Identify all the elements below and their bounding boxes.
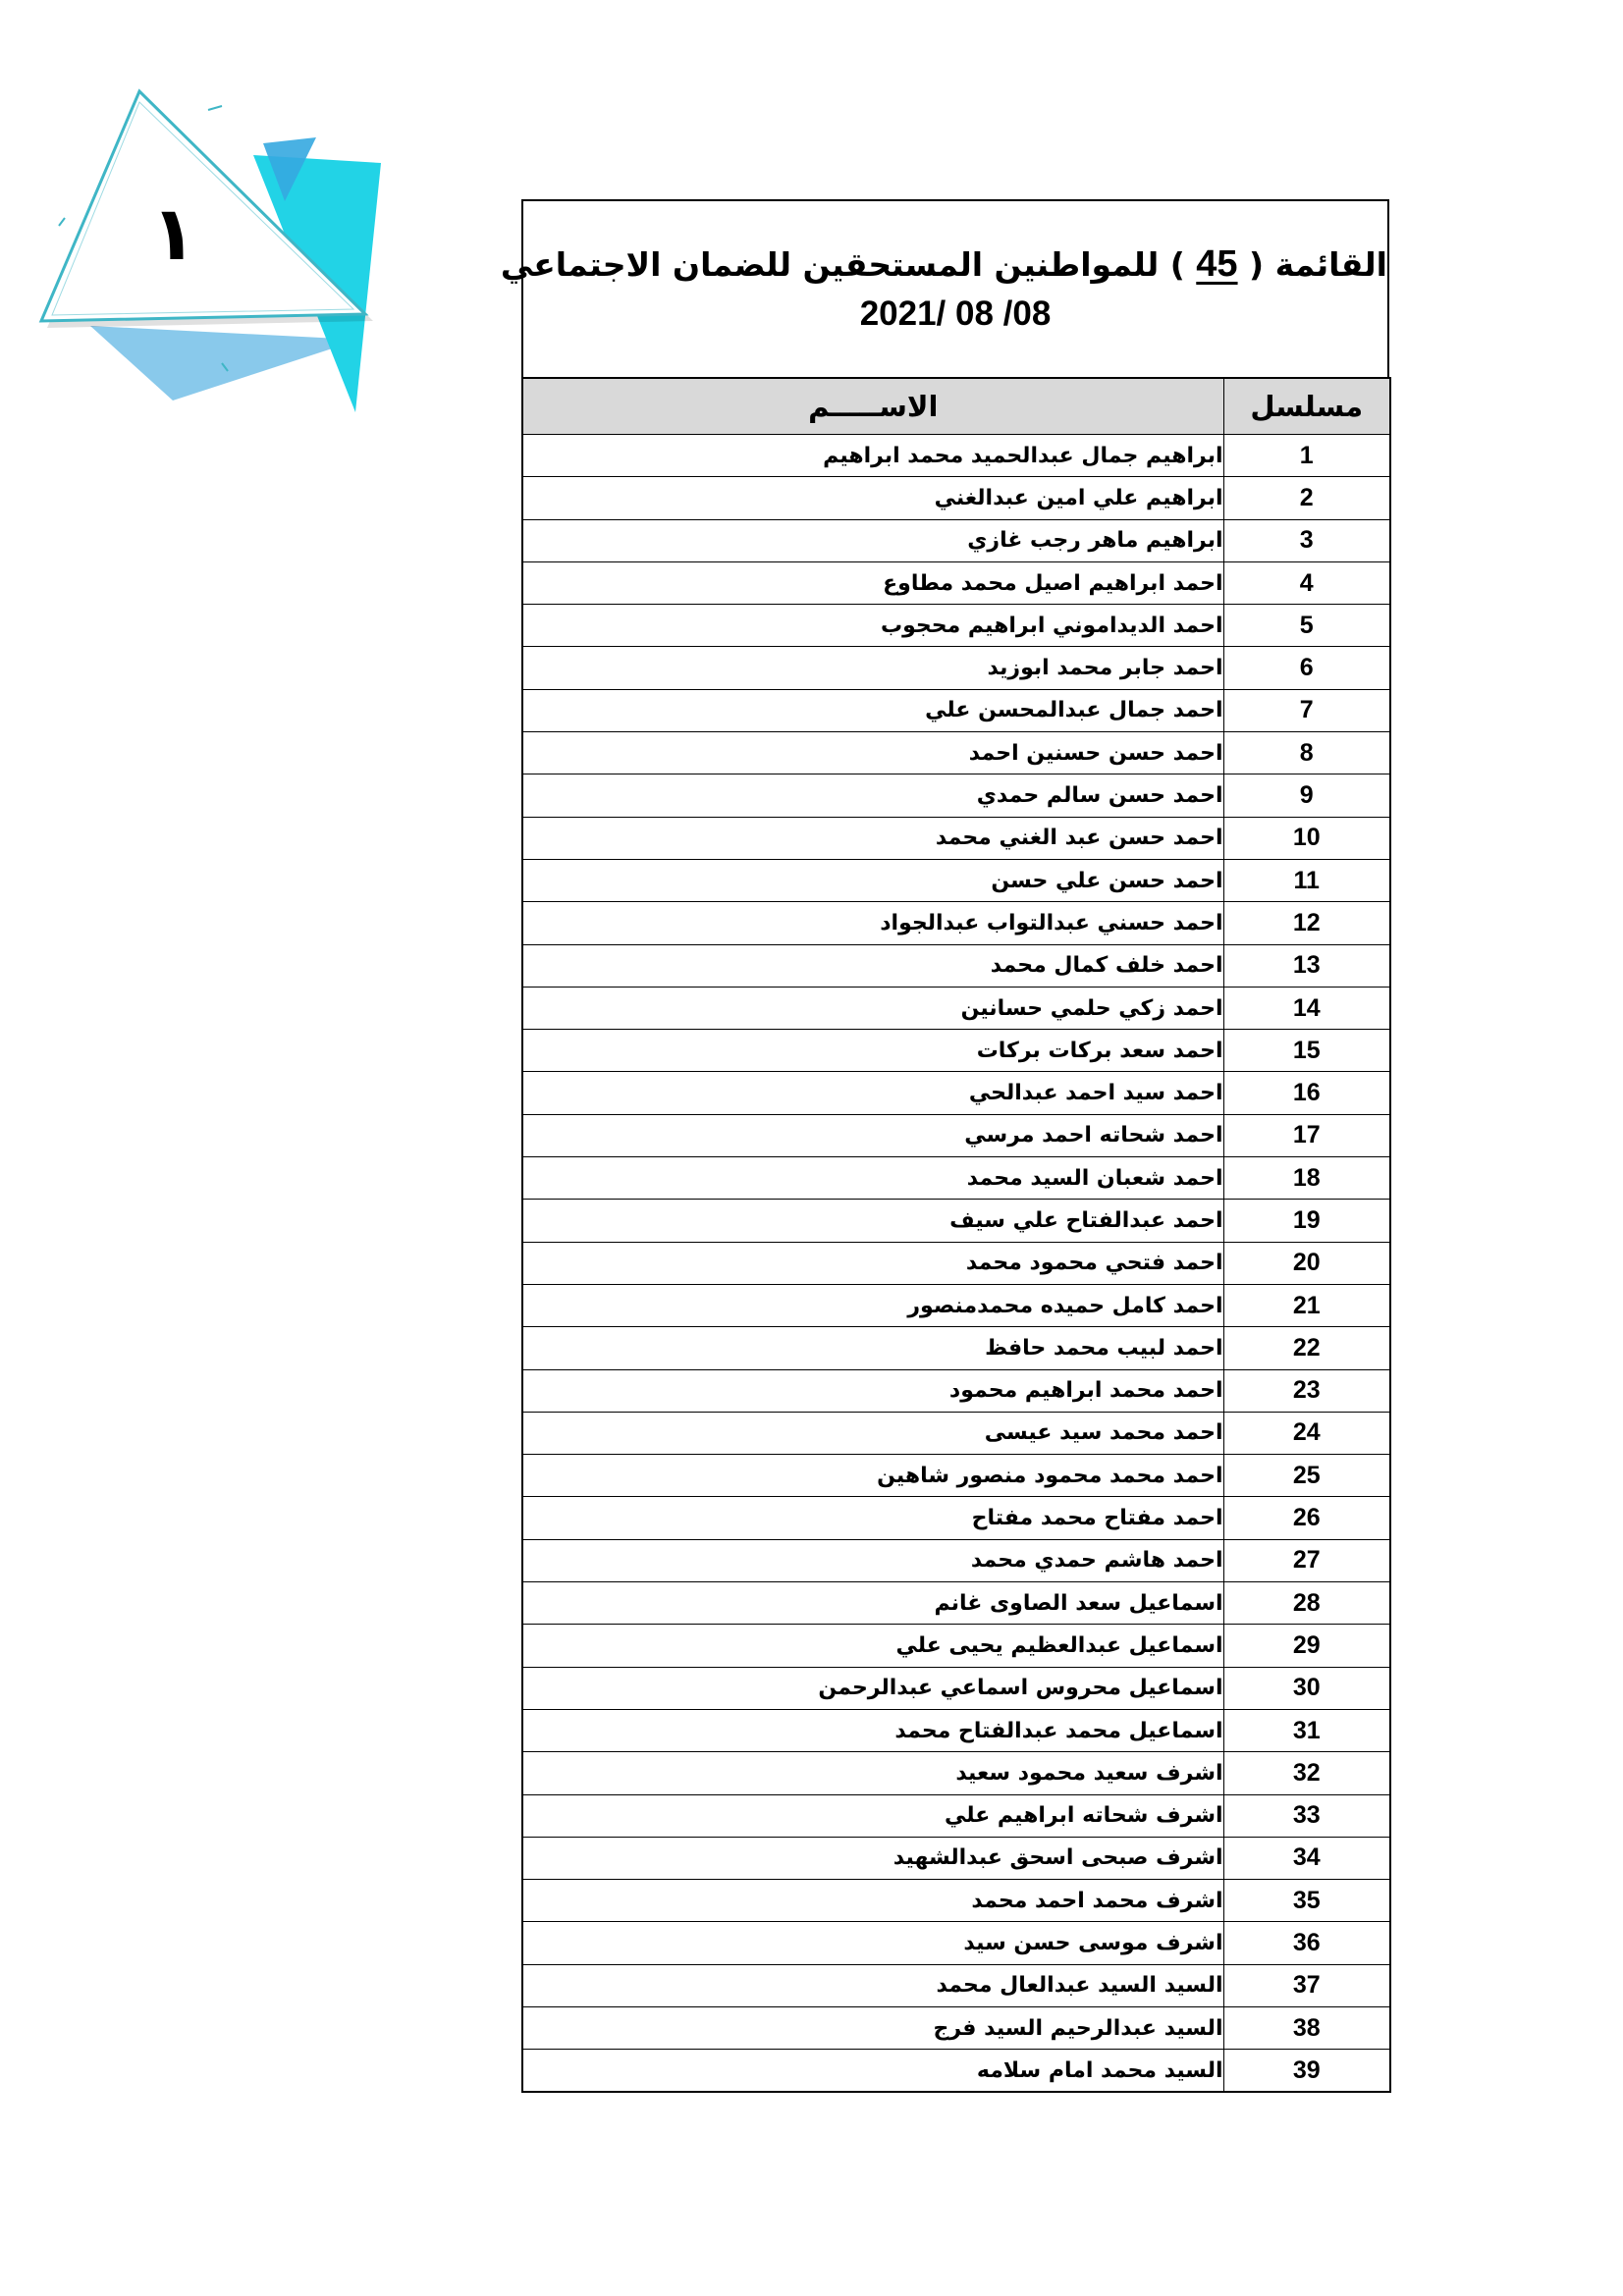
title-box [500,199,1389,377]
table-row [522,519,1390,561]
table-row [522,1880,1390,1922]
name-cell: احمد شعبان السيد محمد [522,1157,1223,1200]
name-cell: احمد فتحي محمود محمد [522,1242,1223,1284]
table-row [522,774,1390,817]
table-row [522,1412,1390,1454]
name-cell: احمد جابر محمد ابوزيد [522,647,1223,689]
table-row [522,477,1390,519]
serial-cell: 16 [1223,1072,1390,1114]
header-row [522,378,1390,435]
table-row [522,1327,1390,1369]
table-row [522,689,1390,731]
serial-cell: 20 [1223,1242,1390,1284]
name-cell: احمد هاشم حمدي محمد [522,1539,1223,1581]
serial-cell: 25 [1223,1455,1390,1497]
serial-cell: 31 [1223,1709,1390,1751]
name-cell: احمد حسن عبد الغني محمد [522,817,1223,859]
page-marker: ١ [150,189,197,277]
serial-cell: 37 [1223,1964,1390,2006]
serial-cell: 19 [1223,1200,1390,1242]
serial-cell: 1 [1223,435,1390,477]
table-row [522,1539,1390,1581]
table-row [522,732,1390,774]
name-cell: احمد حسن علي حسن [522,859,1223,901]
serial-cell: 17 [1223,1114,1390,1156]
name-cell: السيد عبدالرحيم السيد فرج [522,2006,1223,2049]
table-row [522,1582,1390,1625]
serial-cell: 10 [1223,817,1390,859]
name-cell: ابراهيم علي امين عبدالغني [522,477,1223,519]
serial-cell: 21 [1223,1284,1390,1326]
serial-cell: 6 [1223,647,1390,689]
serial-cell: 38 [1223,2006,1390,2049]
table-row [522,1455,1390,1497]
serial-cell: 27 [1223,1539,1390,1581]
serial-cell: 33 [1223,1794,1390,1837]
name-cell: احمد حسني عبدالتواب عبدالجواد [522,902,1223,944]
table-row [522,1114,1390,1156]
serial-cell: 12 [1223,902,1390,944]
name-cell: السيد السيد عبدالعال محمد [522,1964,1223,2006]
serial-cell: 26 [1223,1497,1390,1539]
name-cell: احمد عبدالفتاح علي سيف [522,1200,1223,1242]
serial-cell: 5 [1223,605,1390,647]
table-row [522,1837,1390,1879]
serial-cell: 7 [1223,689,1390,731]
name-cell: ابراهيم جمال عبدالحميد محمد ابراهيم [522,435,1223,477]
table-row [522,1369,1390,1412]
name-cell: اسماعيل محمد عبدالفتاح محمد [522,1709,1223,1751]
header-name: الاســـــم [522,378,1223,435]
list-number: 45 [1196,243,1238,285]
name-cell: السيد محمد امام سلامه [522,2050,1223,2092]
table-row [522,1625,1390,1667]
name-cell: احمد لبيب محمد حافظ [522,1327,1223,1369]
table-row [522,1667,1390,1709]
table-row [522,1709,1390,1751]
name-cell: اشرف شحاته ابراهيم علي [522,1794,1223,1837]
name-cell: اشرف موسى حسن سيد [522,1922,1223,1964]
serial-cell: 30 [1223,1667,1390,1709]
table-row [522,561,1390,604]
table-row [522,1200,1390,1242]
name-cell: احمد محمد سيد عيسى [522,1412,1223,1454]
serial-cell: 14 [1223,987,1390,1029]
name-cell: اشرف سعيد محمود سعيد [522,1752,1223,1794]
name-cell: احمد سيد احمد عبدالحي [522,1072,1223,1114]
name-cell: اشرف محمد احمد محمد [522,1880,1223,1922]
serial-cell: 35 [1223,1880,1390,1922]
serial-cell: 36 [1223,1922,1390,1964]
serial-cell: 28 [1223,1582,1390,1625]
table-body [522,435,1390,2093]
name-cell: اسماعيل عبدالعظيم يحيى علي [522,1625,1223,1667]
table-row [522,1497,1390,1539]
serial-cell: 3 [1223,519,1390,561]
serial-cell: 11 [1223,859,1390,901]
table-row [522,1794,1390,1837]
table-row [522,987,1390,1029]
name-cell: احمد سعد بركات بركات [522,1030,1223,1072]
table-row [522,1964,1390,2006]
title-prefix: القائمة ( [1237,245,1387,284]
name-cell: احمد محمد ابراهيم محمود [522,1369,1223,1412]
serial-cell: 34 [1223,1837,1390,1879]
name-cell: ابراهيم ماهر رجب غازي [522,519,1223,561]
table-row [522,1242,1390,1284]
serial-cell: 39 [1223,2050,1390,2092]
table-row [522,435,1390,477]
name-cell: احمد جمال عبدالمحسن علي [522,689,1223,731]
table-header [522,378,1390,435]
page-title [500,240,1387,289]
serial-cell: 15 [1223,1030,1390,1072]
list-date: 2021/ 08 /08 [859,294,1052,333]
serial-cell: 18 [1223,1157,1390,1200]
serial-cell: 29 [1223,1625,1390,1667]
table-row [522,944,1390,987]
table-row [522,817,1390,859]
serial-cell: 9 [1223,774,1390,817]
table-row [522,1752,1390,1794]
decor-triangle-lightblue [90,326,359,400]
document-list [500,199,1389,2093]
table-row [522,1157,1390,1200]
table-row [522,902,1390,944]
name-cell: احمد مفتاح محمد مفتاح [522,1497,1223,1539]
beneficiaries-table [521,377,1391,2093]
table-row [522,1030,1390,1072]
name-cell: احمد الديداموني ابراهيم محجوب [522,605,1223,647]
name-cell: احمد كامل حميده محمدمنصور [522,1284,1223,1326]
serial-cell: 24 [1223,1412,1390,1454]
serial-cell: 13 [1223,944,1390,987]
name-cell: اشرف صبحى اسحق عبدالشهيد [522,1837,1223,1879]
serial-cell: 32 [1223,1752,1390,1794]
name-cell: احمد ابراهيم اصيل محمد مطاوع [522,561,1223,604]
header-serial: مسلسل [1223,378,1390,435]
name-cell: احمد شحاته احمد مرسي [522,1114,1223,1156]
serial-cell: 2 [1223,477,1390,519]
table-row [522,1072,1390,1114]
title-suffix: ) للمواطنين المستحقين للضمان الاجتماعي [500,245,1197,284]
serial-cell: 23 [1223,1369,1390,1412]
name-cell: احمد محمد محمود منصور شاهين [522,1455,1223,1497]
name-cell: اسماعيل محروس اسماعي عبدالرحمن [522,1667,1223,1709]
name-cell: احمد حسن سالم حمدي [522,774,1223,817]
name-cell: احمد زكي حلمي حسانين [522,987,1223,1029]
name-cell: احمد حسن حسنين احمد [522,732,1223,774]
name-cell: اسماعيل سعد الصاوى غانم [522,1582,1223,1625]
table-row [522,2006,1390,2049]
table-row [522,605,1390,647]
table-row [522,859,1390,901]
serial-cell: 8 [1223,732,1390,774]
table-row [522,2050,1390,2092]
table-row [522,1284,1390,1326]
serial-cell: 22 [1223,1327,1390,1369]
serial-cell: 4 [1223,561,1390,604]
name-cell: احمد خلف كمال محمد [522,944,1223,987]
table-row [522,647,1390,689]
table-row [522,1922,1390,1964]
